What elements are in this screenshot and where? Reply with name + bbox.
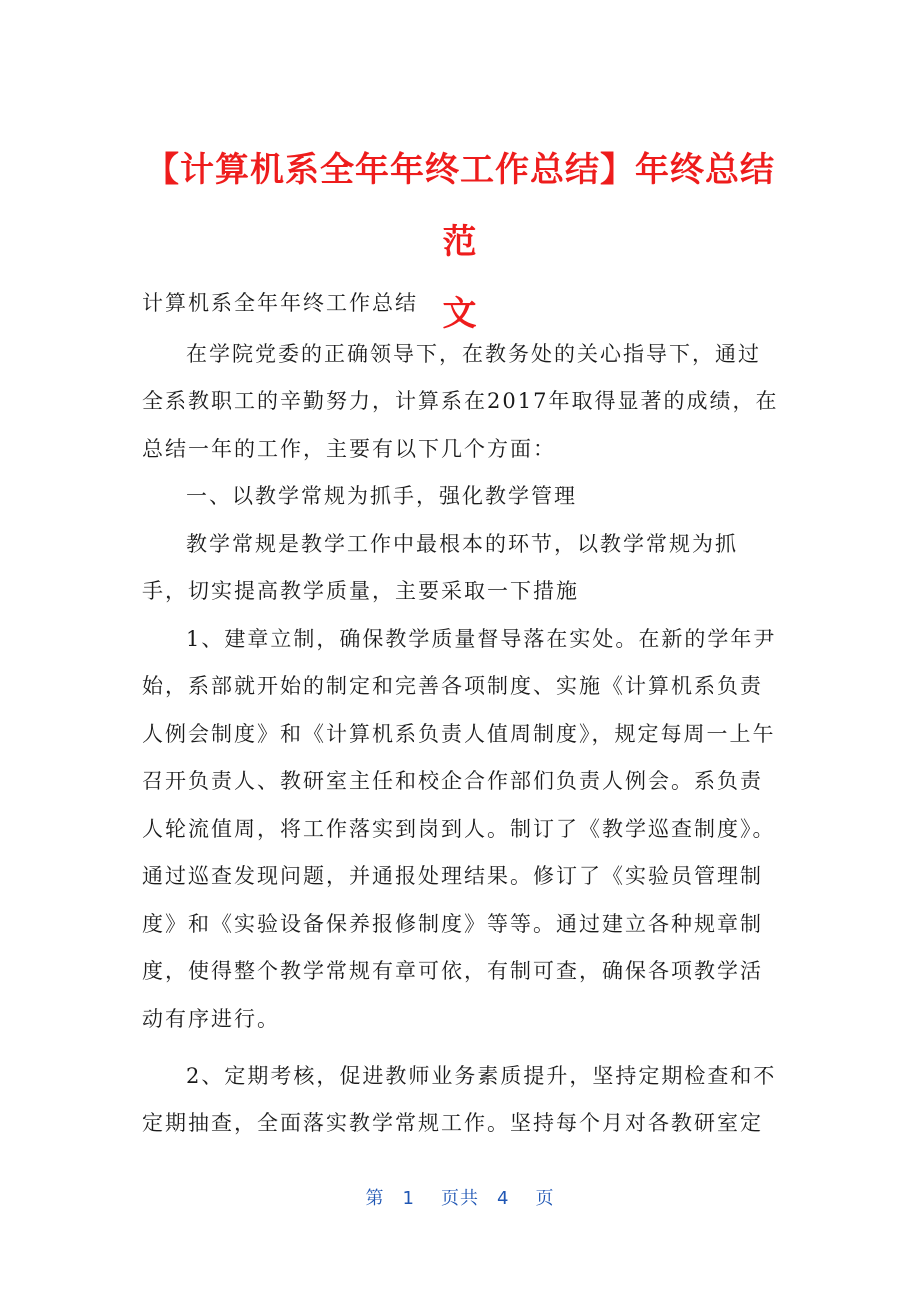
paragraph-line: 动有序进行。: [142, 1007, 280, 1031]
document-subtitle: 计算机系全年年终工作总结: [142, 291, 418, 315]
paragraph-line: 全系教职工的辛勤努力，计算系在2017年取得显著的成绩，在: [142, 389, 779, 413]
paragraph-line: 手，切实提高教学质量，主要采取一下措施: [142, 579, 579, 603]
page-footer: [0, 1184, 920, 1210]
paragraph-line: 始，系部就开始的制定和完善各项制度、实施《计算机系负责: [142, 674, 763, 698]
paragraph-line: 度》和《实验设备保养报修制度》等等。通过建立各种规章制: [142, 912, 763, 936]
paragraph-line: 度，使得整个教学常规有章可依，有制可查，确保各项教学活: [142, 959, 763, 983]
title-line-1: 【计算机系全年年终工作总结】年终总结范: [145, 150, 775, 262]
footer-page-number: 1: [402, 1188, 415, 1209]
paragraph-line: 通过巡查发现问题，并通报处理结果。修订了《实验员管理制: [142, 864, 763, 888]
footer-page-label: 第: [365, 1188, 385, 1209]
footer-total-pages: 4: [497, 1188, 510, 1209]
section-heading: 一、以教学常规为抓手，强化教学管理: [186, 484, 577, 508]
footer-of-label: 页共: [441, 1188, 479, 1209]
paragraph-line: 2、定期考核，促进教师业务素质提升，坚持定期检查和不: [186, 1064, 777, 1088]
paragraph-line: 1、建章立制，确保教学质量督导落在实处。在新的学年尹: [186, 627, 777, 651]
paragraph-line: 召开负责人、教研室主任和校企合作部们负责人例会。系负责: [142, 769, 763, 793]
paragraph-line: 总结一年的工作，主要有以下几个方面：: [142, 437, 556, 461]
paragraph-line: 人例会制度》和《计算机系负责人值周制度》，规定每周一上午: [142, 722, 776, 746]
paragraph-line: 在学院党委的正确领导下，在教务处的关心指导下，通过: [186, 342, 761, 366]
paragraph-line: 定期抽查，全面落实教学常规工作。坚持每个月对各教研室定: [142, 1111, 763, 1135]
footer-page-suffix: 页: [535, 1188, 555, 1209]
paragraph-line: 人轮流值周，将工作落实到岗到人。制订了《教学巡查制度》。: [142, 817, 776, 841]
title-line-2: 文: [442, 294, 478, 334]
paragraph-line: 教学常规是教学工作中最根本的环节，以教学常规为抓: [186, 532, 738, 556]
